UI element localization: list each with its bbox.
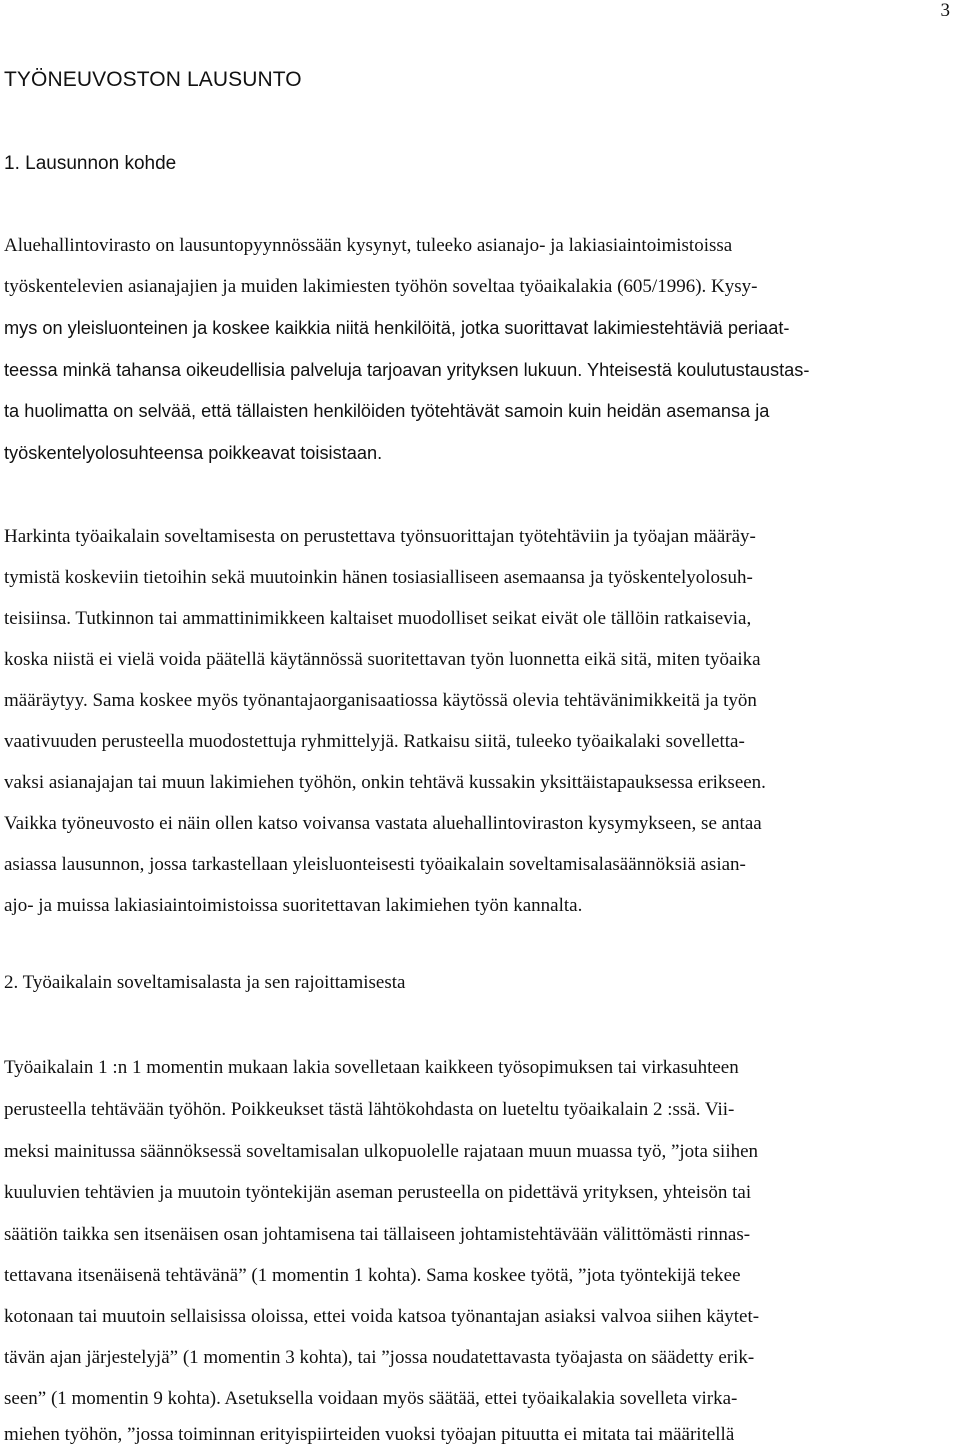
body-line: tymistä koskeviin tietoihin sekä muutoinkin hänen tosiasialliseen asemaansa ja työskentelyolosuh- [4,567,753,588]
body-line: ajo- ja muissa lakiasiaintoimistoissa suoritettavan lakimiehen työn kannalta. [4,895,583,916]
body-line: ta huolimatta on selvää, että tällaisten henkilöiden työtehtävät samoin kuin heidän asemansa ja [4,401,770,421]
body-line: asiassa lausunnon, jossa tarkastellaan yleisluonteisesti työaikalain soveltamisalasäännöksiä asian- [4,854,746,875]
body-line: vaksi asianajajan tai muun lakimiehen työhön, onkin tehtävä kussakin yksittäistapauksessa erikseen. [4,772,766,793]
body-line: miehen työhön, ”jossa toiminnan erityispiirteiden vuoksi työajan pituutta ei mitata tai määritellä [4,1424,735,1445]
body-line: työskentelyolosuhteensa poikkeavat toisistaan. [4,443,383,463]
document-title: TYÖNEUVOSTON LAUSUNTO [4,68,302,91]
section-1-heading: 1. Lausunnon kohde [4,153,177,174]
page-number: 3 [940,0,950,21]
body-line: perusteella tehtävään työhön. Poikkeukset tästä lähtökohdasta on lueteltu työaikalain 2 :ssä. Vii- [4,1099,735,1120]
body-line: työskentelevien asianajajien ja muiden lakimiesten työhön soveltaa työaikalakia (605/1996). Kysy- [4,276,758,297]
body-line: säätiön taikka sen itsenäisen osan johtamisena tai tällaiseen johtamistehtävään välittömästi rinnas- [4,1224,751,1245]
body-line: Aluehallintovirasto on lausuntopyynnössään kysynyt, tuleeko asianajo- ja lakiasiaintoimistoissa [4,235,733,256]
body-line: vaativuuden perusteella muodostettuja ryhmittelyjä. Ratkaisu siitä, tuleeko työaikalaki sovelletta- [4,731,745,752]
body-line: tävän ajan järjestelyjä” (1 momentin 3 kohta), tai ”jossa noudatettavasta työajasta on säädetty erik- [4,1347,755,1368]
body-line: teisiinsa. Tutkinnon tai ammattinimikkeen kaltaiset muodolliset seikat eivät ole tällöin ratkaisevia, [4,608,752,629]
body-line: määräytyy. Sama koskee myös työnantajaorganisaatiossa käytössä olevia tehtävänimikkeitä ja työn [4,690,757,711]
body-line: Vaikka työneuvosto ei näin ollen katso voivansa vastata aluehallintoviraston kysymykseen, se antaa [4,813,762,834]
section-2-heading: 2. Työaikalain soveltamisalasta ja sen rajoittamisesta [4,972,406,993]
body-line: teessa minkä tahansa oikeudellisia palveluja tarjoavan yrityksen lukuun. Yhteisestä koulutustaustas- [4,360,810,380]
body-line: tettavana itsenäisenä tehtävänä” (1 momentin 1 kohta). Sama koskee työtä, ”jota työntekijä tekee [4,1265,741,1286]
body-line: Harkinta työaikalain soveltamisesta on perustettava työnsuorittajan työtehtäviin ja työajan määräy- [4,526,756,547]
body-line: kotonaan tai muutoin sellaisissa oloissa, ettei voida katsoa työnantajan asiaksi valvoa siihen käytet- [4,1306,760,1327]
body-line: mys on yleisluonteinen ja koskee kaikkia niitä henkilöitä, jotka suorittavat lakimiestehtäviä periaat- [4,318,790,338]
body-line: seen” (1 momentin 9 kohta). Asetuksella voidaan myös säätää, ettei työaikalakia sovelleta virka- [4,1388,738,1409]
body-line: koska niistä ei vielä voida päätellä käytännössä suoritettavan työn luonnetta eikä sitä, miten työaika [4,649,761,670]
body-line: meksi mainitussa säännöksessä soveltamisalan ulkopuolelle rajataan muun muassa työ, ”jota siihen [4,1141,759,1162]
body-line: kuuluvien tehtävien ja muutoin työntekijän aseman perusteella on pidettävä yrityksen, yhteisön tai [4,1182,752,1203]
body-line: Työaikalain 1 :n 1 momentin mukaan lakia sovelletaan kaikkeen työsopimuksen tai virkasuhteen [4,1057,739,1078]
